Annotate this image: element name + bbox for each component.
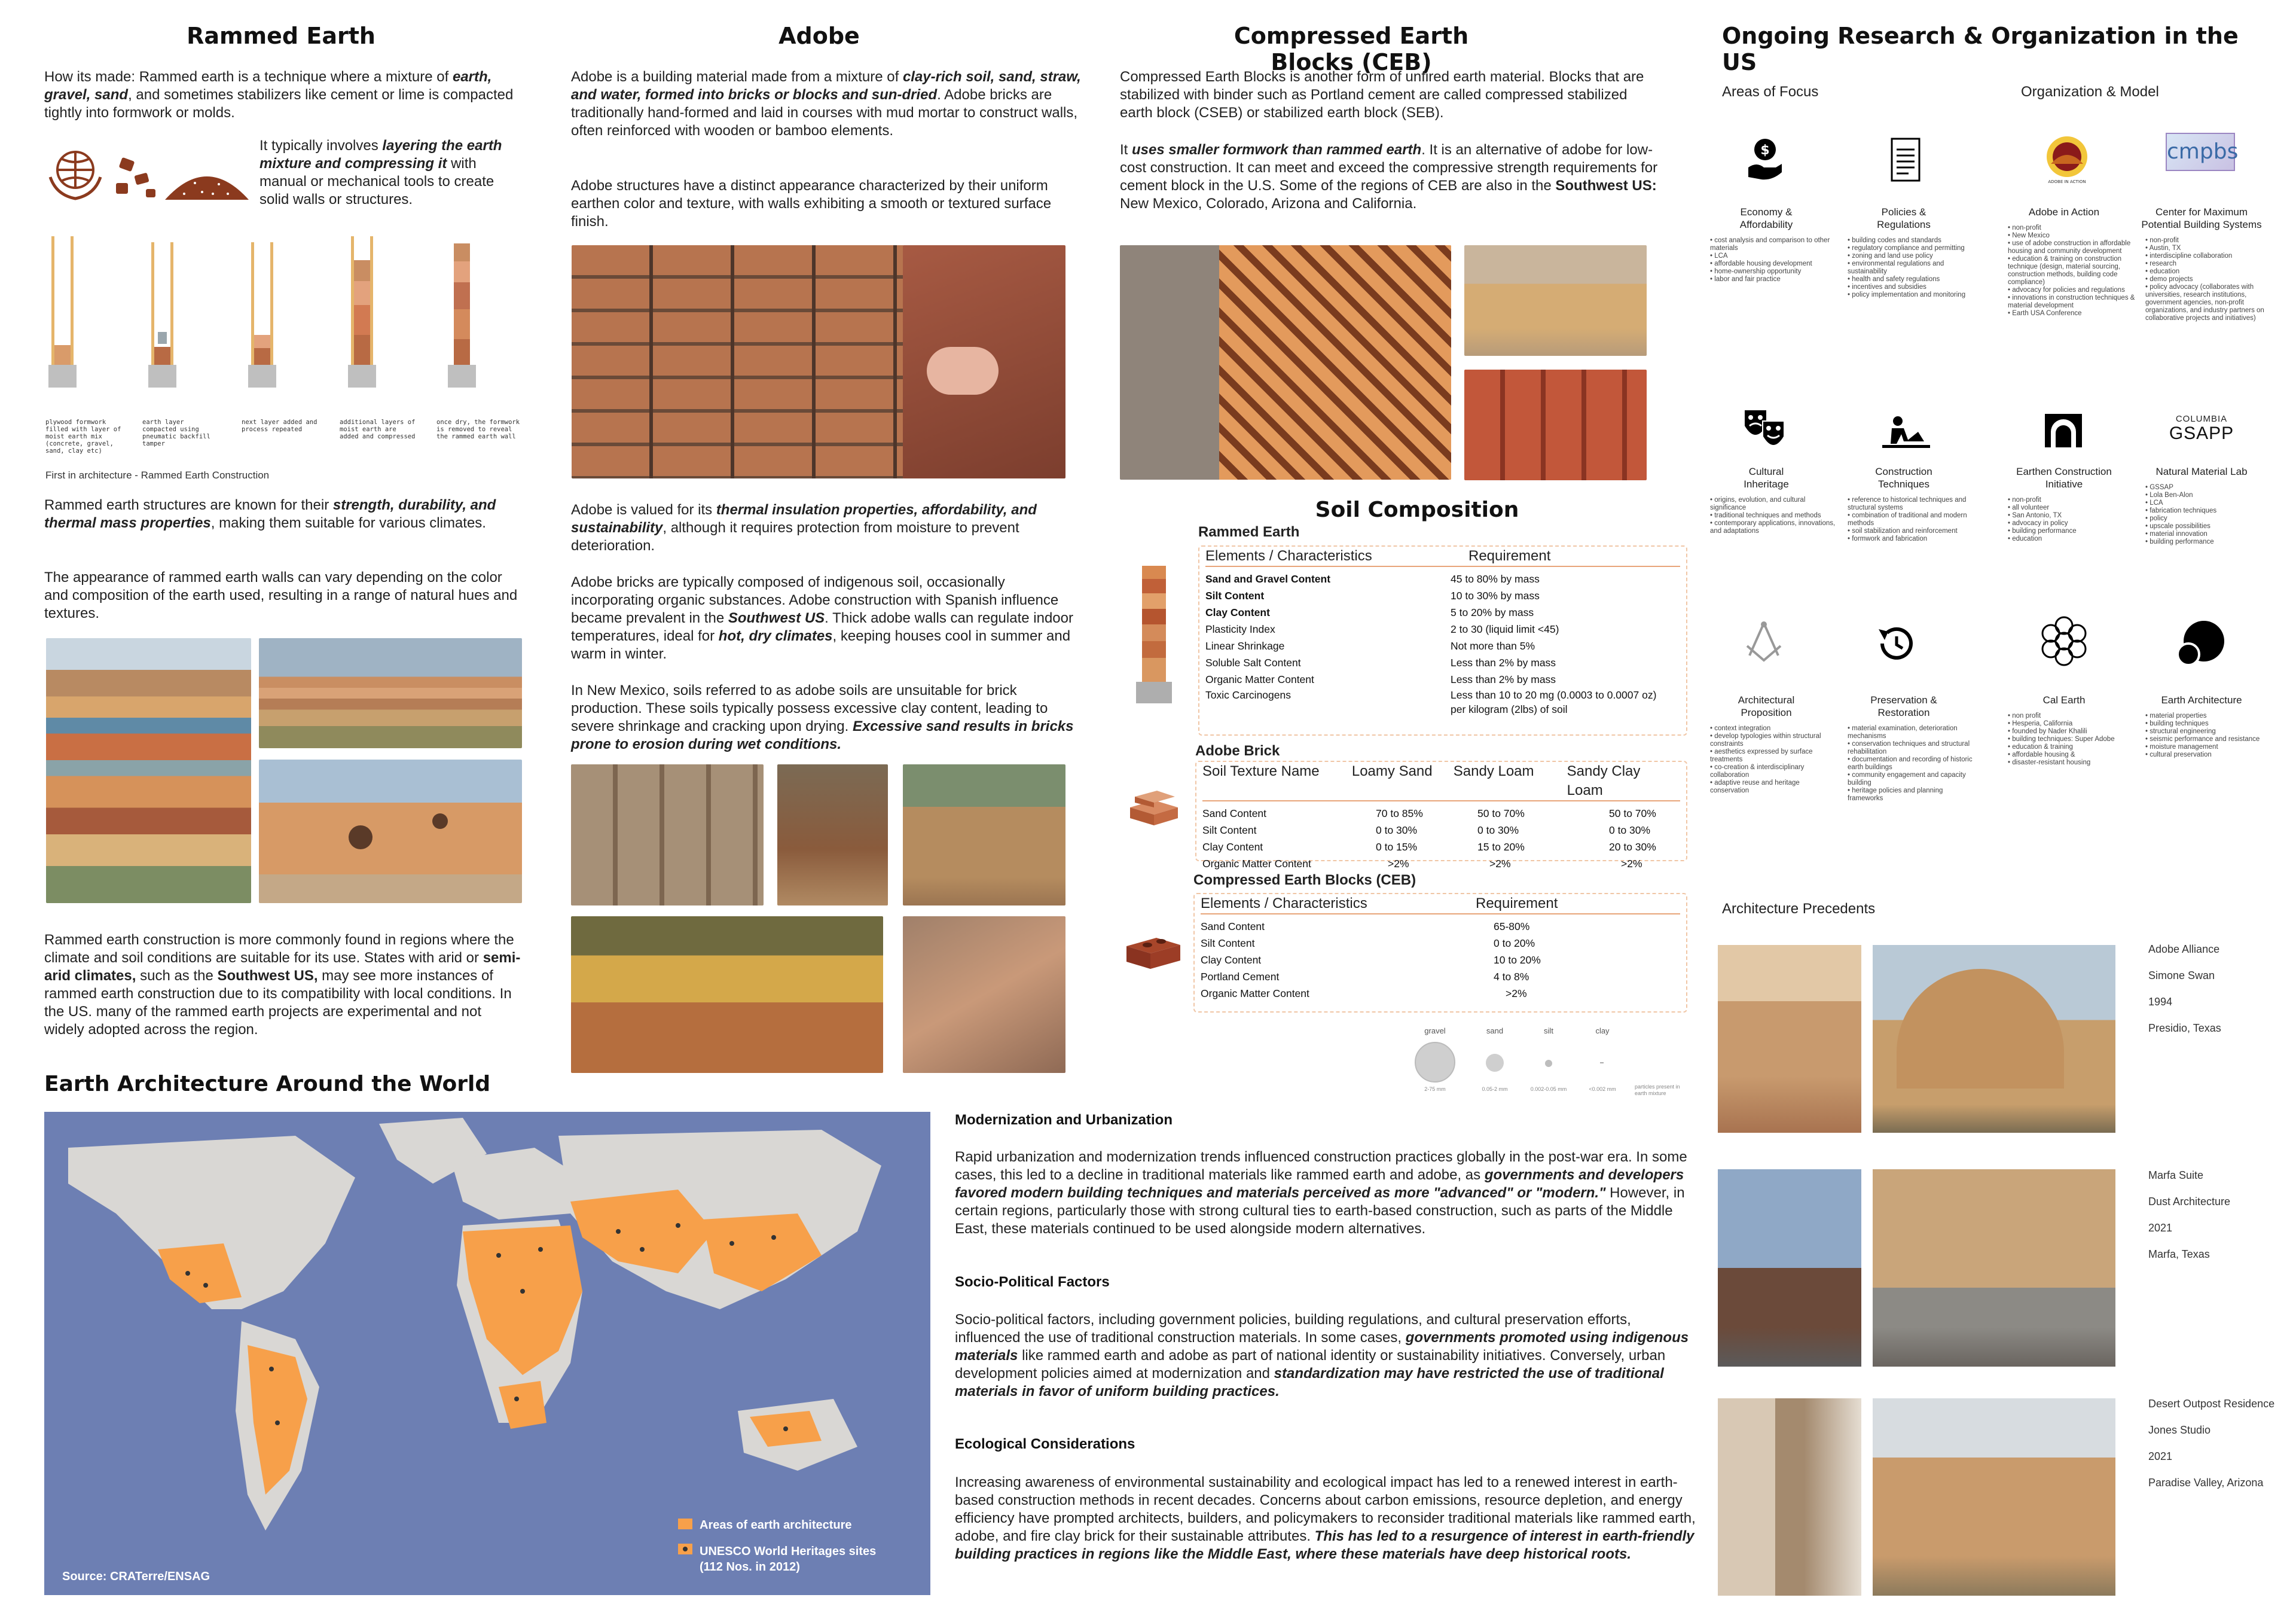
cmpbs-logo: cmpbs xyxy=(2166,133,2235,171)
focus-item-list xyxy=(2145,237,2273,322)
rammed-earth-layering-text: It typically involves layering the earth mixture and compressing it with manual or mechanical tools to create solid walls or structures. xyxy=(259,138,502,208)
adobe-title: Adobe xyxy=(778,23,860,49)
adobe-composition-text: Adobe bricks are typically composed of indigenous soil, occasionally incorporating organic substances. Adobe construction with Spanish influence became prevalent in the Southwest US. Thick adobe walls can regulate indoor temperatures, ideal for hot, dry climates, keeping houses cool in summer and warm in winter. xyxy=(571,574,1073,662)
table-row: Clay Content 0 to 15% 15 to 20% 20 to 30% xyxy=(1202,841,1656,853)
table-row: Plasticity Index 2 to 30 (liquid limit <45) xyxy=(1205,623,1559,635)
particle-size-legend: gravel 2-75 mm sand 0.05-2 mm silt 0.002-0.05 mm clay <0.002 mm particles present in earth mixture xyxy=(1405,1026,1692,1098)
focus-economy: Economy & Affordability • cost analysis and comparison to other materials • LCA • affordable housing development • home-ownership opportunity • labor and fair practice xyxy=(1694,206,1838,283)
table-row: Sand and Gravel Content 45 to 80% by mass xyxy=(1205,573,1540,585)
table-row: Portland Cement 4 to 8% xyxy=(1201,971,1529,983)
adobe-alliance-interior-photo xyxy=(1718,945,1861,1133)
rammed-earth-circular-openings-photo xyxy=(259,760,522,903)
rammed-earth-soil-table xyxy=(1198,545,1687,736)
rammed-earth-intro: How its made: Rammed earth is a technique where a mixture of earth, gravel, sand, and sometimes stabilizers like cement or lime is compacted tightly into formwork or molds. xyxy=(44,69,514,121)
ceb-hollow-blocks-photo xyxy=(1464,370,1647,480)
adobe-straw-mix-photo xyxy=(571,916,883,1073)
list-item: • seismic performance and resistance xyxy=(2145,736,2273,743)
globe-hands-icon xyxy=(50,152,100,199)
list-item: • adaptive reuse and heritage conservation xyxy=(1710,779,1838,795)
list-item: • advocacy for policies and regulations xyxy=(2008,286,2136,294)
list-item: • policy xyxy=(2145,515,2273,523)
focus-item-list xyxy=(2008,712,2136,767)
rammed-earth-regions-text: Rammed earth construction is more commonly found in regions where the climate and soil conditions are suitable for its use. States with arid or semi-arid climates, such as the Southwest US, may see more instances of rammed earth construction due to its compatibility with local conditions. In the US. many of the rammed earth projects are experimental and not widely adopted across the region. xyxy=(44,932,521,1038)
areas-of-focus-label: Areas of Focus xyxy=(1722,84,1819,100)
list-item: • disaster-resistant housing xyxy=(2008,759,2136,767)
focus-preservation: Preservation & Restoration • material examination, deterioration mechanisms • conservation techniques and structural rehabilitation • documentation and recording of historic earth buildings • community engagement and capacity building • heritage policies and planning frameworks xyxy=(1832,694,1976,803)
focus-architectural: Architectural Proposition • context integration • develop typologies within structural constraints • aesthetics expressed by surface treatments • co-creation & interdisciplinary collaboration • adaptive reuse and heritage conservation xyxy=(1694,694,1838,795)
list-item: • LCA xyxy=(1710,252,1838,260)
list-item: • material examination, deterioration mechanisms xyxy=(1848,725,1976,740)
list-item: • develop typologies within structural constraints xyxy=(1710,733,1838,748)
org-earthen-construction: Earthen Construction Initiative • non-profit • all volunteer • San Antonio, TX • advocacy in policy • building performance • education xyxy=(1992,465,2136,543)
focus-item-list xyxy=(1710,237,1838,283)
adobe-forming-photo xyxy=(571,764,764,905)
step-caption-1: plywood formwork filled with layer of moist earth mix (concrete, gravel, sand, clay etc) xyxy=(45,419,121,455)
gravel-icon xyxy=(116,157,155,197)
ceb-screen-wall-photo xyxy=(1120,245,1451,480)
list-item: • affordable housing & xyxy=(2008,751,2136,759)
list-item: • Austin, TX xyxy=(2145,245,2273,252)
list-item: • advocacy in policy xyxy=(2008,520,2136,528)
list-item: • all volunteer xyxy=(2008,504,2136,512)
adobe-brick-hand-photo xyxy=(903,245,1065,478)
world-title: Earth Architecture Around the World xyxy=(44,1072,491,1096)
list-item: • moisture management xyxy=(2145,743,2273,751)
document-icon xyxy=(1889,136,1923,184)
adobe-brick-soil-label: Adobe Brick xyxy=(1195,743,1280,759)
list-item: • documentation and recording of historic earth buildings xyxy=(1848,756,1976,772)
precedent-desert-outpost: Desert Outpost Residence Jones Studio 2021 Paradise Valley, Arizona xyxy=(2148,1398,2275,1489)
list-item: • origins, evolution, and cultural significance xyxy=(1710,496,1838,512)
list-item: • community engagement and capacity building xyxy=(1848,772,1976,787)
adobe-brick-stack-photo xyxy=(572,245,904,478)
ecological-heading: Ecological Considerations xyxy=(955,1436,1135,1452)
step-caption-5: once dry, the formwork is removed to reveal the rammed earth wall xyxy=(436,419,520,440)
list-item: • context integration xyxy=(1710,725,1838,733)
list-item: • regulatory compliance and permitting xyxy=(1848,245,1976,252)
ceb-soil-label: Compressed Earth Blocks (CEB) xyxy=(1193,872,1416,888)
focus-construction: Construction Techniques • reference to historical techniques and structural systems • combination of traditional and modern methods • soil stabilization and reinforcement • formwork and fabrication xyxy=(1832,465,1976,543)
adobe-in-action-logo xyxy=(2040,133,2094,184)
list-item: • LCA xyxy=(2145,499,2273,507)
list-item: • non-profit xyxy=(2008,496,2136,504)
legend-area-label: Areas of earth architecture xyxy=(700,1519,852,1532)
list-item: • formwork and fabrication xyxy=(1848,535,1976,543)
list-item: • innovations in construction techniques & material development xyxy=(2008,294,2136,310)
list-item: • structural engineering xyxy=(2145,728,2273,736)
list-item: • material innovation xyxy=(2145,530,2273,538)
desert-outpost-interior-photo xyxy=(1718,1398,1861,1596)
focus-cultural: Cultural Inheritage • origins, evolution, and cultural significance • traditional techniques and methods • contemporary applications, innovations, and adaptations xyxy=(1694,465,1838,535)
list-item: • building techniques: Super Adobe xyxy=(2008,736,2136,743)
focus-item-list xyxy=(1848,496,1976,543)
list-item: • founded by Nader Khalili xyxy=(2008,728,2136,736)
focus-item-list xyxy=(1710,496,1838,535)
money-hand-icon xyxy=(1746,134,1784,182)
adobe-wall-building-photo xyxy=(903,764,1065,905)
modernization-heading: Modernization and Urbanization xyxy=(955,1112,1173,1128)
list-item: • aesthetics expressed by surface treatments xyxy=(1710,748,1838,764)
list-item: • research xyxy=(2145,260,2273,268)
list-item: • non-profit xyxy=(2145,237,2273,245)
construction-worker-icon xyxy=(1882,415,1930,449)
list-item: • New Mexico xyxy=(2008,232,2136,240)
focus-policies: Policies & Regulations • building codes and standards • regulatory compliance and permitting • zoning and land use policy • environmental regulations and sustainability • health and safety regulations • incentives and subsidies • policy implementation and monitoring xyxy=(1832,206,1976,299)
list-item: • zoning and land use policy xyxy=(1848,252,1976,260)
list-item: • cultural preservation xyxy=(2145,751,2273,759)
step-5-figure xyxy=(448,243,476,388)
list-item: • incentives and subsidies xyxy=(1848,283,1976,291)
list-item: • policy advocacy (collaborates with universities, research institutions, government agencies, non-profit organizations, and industry partners on collaborative projects and initiatives) xyxy=(2145,283,2273,322)
list-item: • building techniques xyxy=(2145,720,2273,728)
adobe-appearance-text: Adobe structures have a distinct appearance characterized by their uniform earthen color and texture, with walls exhibiting a smooth or textured surface finish. xyxy=(571,178,1052,230)
organization-model-label: Organization & Model xyxy=(2021,84,2159,100)
list-item: • education xyxy=(2008,535,2136,543)
list-item: • heritage policies and planning frameworks xyxy=(1848,787,1976,803)
list-item: • health and safety regulations xyxy=(1848,276,1976,283)
focus-item-list xyxy=(2145,484,2273,546)
gsapp-logo: COLUMBIA GSAPP xyxy=(2169,414,2234,443)
focus-item-list xyxy=(1710,725,1838,795)
step-3-figure xyxy=(248,242,276,388)
rammed-earth-appearance-text: The appearance of rammed earth walls can vary depending on the color and composition of the earth used, resulting in a range of natural hues and textures. xyxy=(44,569,518,621)
list-item: • co-creation & interdisciplinary collaboration xyxy=(1710,764,1838,779)
table-row: Clay Content 10 to 20% xyxy=(1201,954,1541,966)
list-item: • interdiscipline collaboration xyxy=(2145,252,2273,260)
list-item: • education xyxy=(2145,268,2273,276)
table-row: Organic Matter Content Less than 2% by mass xyxy=(1205,673,1556,685)
ceb-alternative-text: It uses smaller formwork than rammed earth. It is an alternative of adobe for low-cost construction. It can meet and exceed the compressive strength requirements for cement block in the U.S. Some of the regions of CEB are also in the Southwest US: New Mexico, Colorado, Arizona and California. xyxy=(1120,142,1658,212)
list-item: • cost analysis and comparison to other materials xyxy=(1710,237,1838,252)
col-header-requirement: Requirement xyxy=(1468,548,1551,564)
list-item: • contemporary applications, innovations, and adaptations xyxy=(1710,520,1838,535)
steps-figure-caption: First in architecture - Rammed Earth Construction xyxy=(45,469,270,481)
focus-item-list xyxy=(1848,237,1976,299)
adobe-new-mexico-text: In New Mexico, soils referred to as adobe soils are unsuitable for brick production. These soils typically possess excessive clay content, leading to severe shrinkage and cracking upon drying. Excessive sand results in bricks prone to erosion during wet conditions. xyxy=(571,682,1074,752)
list-item: • building codes and standards xyxy=(1848,237,1976,245)
list-item: • soil stabilization and reinforcement xyxy=(1848,528,1976,535)
list-item: • Earth USA Conference xyxy=(2008,310,2136,318)
list-item: • upscale possibilities xyxy=(2145,523,2273,530)
cal-earth-logo xyxy=(2035,612,2093,670)
list-item: • fabrication techniques xyxy=(2145,507,2273,515)
list-item: • education & training xyxy=(2008,743,2136,751)
step-2-figure xyxy=(148,242,176,388)
focus-item-list xyxy=(2145,712,2273,759)
adobe-hands-molding-photo xyxy=(903,916,1065,1073)
col-header-elements: Elements / Characteristics xyxy=(1205,548,1372,564)
legend-unesco-label: UNESCO World Heritages sites (112 Nos. in 2012) xyxy=(700,1545,877,1574)
marfa-suite-exterior-photo xyxy=(1718,1169,1861,1367)
adobe-brick-soil-table: Soil Texture Name Loamy Sand Sandy Loam Sandy Clay Loam Sand Content 70 to 85% 50 to 70% 50 to 70% Silt Content 0 to 30% 0 to 30% 0 to 30% Clay Content 0 to 15% 15 to 20% 20 to 30% Organic Matter Content >2% >2% >2% xyxy=(1195,761,1687,861)
step-4-figure xyxy=(348,236,376,388)
silt-particle xyxy=(1545,1060,1552,1067)
socio-political-heading: Socio-Political Factors xyxy=(955,1274,1110,1290)
list-item: • building performance xyxy=(2145,538,2273,546)
org-earth-architecture: Earth Architecture • material properties • building techniques • structural engineering • seismic performance and resistance • moisture management • cultural preservation xyxy=(2130,694,2273,759)
table-row: Clay Content 5 to 20% by mass xyxy=(1205,606,1534,618)
research-title: Ongoing Research & Organization in the US xyxy=(1722,23,2239,75)
focus-item-list xyxy=(1848,725,1976,803)
adobe-alliance-exterior-photo xyxy=(1873,945,2115,1133)
list-item: • conservation techniques and structural rehabilitation xyxy=(1848,740,1976,756)
table-row: Organic Matter Content >2% xyxy=(1201,987,1527,999)
org-natural-material-lab: Natural Material Lab • GSSAP • Lola Ben-Alon • LCA • fabrication techniques • policy • upscale possibilities • material innovation • building performance xyxy=(2130,465,2273,546)
svg-text:ADOBE IN ACTION: ADOBE IN ACTION xyxy=(2048,179,2086,184)
adobe-brick-icon xyxy=(1124,783,1184,831)
list-item: • GSSAP xyxy=(2145,484,2273,492)
ceb-title: Compressed Earth Blocks (CEB) xyxy=(1234,23,1469,75)
sand-pile-icon xyxy=(165,173,249,200)
list-item: • non-profit xyxy=(2008,224,2136,232)
list-item: • policy implementation and monitoring xyxy=(1848,291,1976,299)
compass-square-icon xyxy=(1741,620,1787,665)
list-item: • traditional techniques and methods xyxy=(1710,512,1838,520)
step-1-figure xyxy=(48,236,77,388)
table-row: Sand Content 65-80% xyxy=(1201,920,1530,932)
table-row: Toxic Carcinogens Less than 10 to 20 mg (0.0003 to 0.0007 oz) per kilogram (2lbs) of soil xyxy=(1205,689,1657,715)
rammed-earth-long-wall-photo xyxy=(259,638,522,748)
table-row: Sand Content 70 to 85% 50 to 70% 50 to 70% xyxy=(1202,807,1656,819)
precedent-adobe-alliance: Adobe Alliance Simone Swan 1994 Presidio, Texas xyxy=(2148,943,2221,1034)
sand-particle xyxy=(1486,1054,1504,1072)
ceb-blocks-stack-photo xyxy=(1464,245,1647,356)
legend-area-swatch xyxy=(678,1519,692,1529)
list-item: • Hesperia, California xyxy=(2008,720,2136,728)
ecological-text: Increasing awareness of environmental sustainability and ecological impact has led to a renewed interest in earth-based construction methods in recent decades. Concerns about carbon emissions, resource depletion, and energy efficiency have prompted architects, builders, and policymakers to reconsider traditional materials like rammed earth, adobe, and fire clay brick for their sustainable attributes. This has led to a resurgence of interest in earth-friendly building practices in regions like the Middle East, where these materials have deep historical roots. xyxy=(955,1474,1696,1562)
table-row: Silt Content 0 to 30% 0 to 30% 0 to 30% xyxy=(1202,824,1651,836)
step-caption-4: additional layers of moist earth are added and compressed xyxy=(340,419,416,440)
table-row: Silt Content 0 to 20% xyxy=(1201,937,1535,949)
step-caption-2: earth layer compacted using pneumatic backfill tamper xyxy=(142,419,210,447)
step-caption-3: next layer added and process repeated xyxy=(242,419,317,433)
clay-particle xyxy=(1600,1062,1604,1063)
earth-materials-icons xyxy=(45,141,249,207)
marfa-suite-interior-photo xyxy=(1873,1169,2115,1367)
list-item: • home-ownership opportunity xyxy=(1710,268,1838,276)
rammed-earth-soil-label: Rammed Earth xyxy=(1198,524,1300,540)
list-item: • demo projects xyxy=(2145,276,2273,283)
list-item: • education & training on construction technique (design, material sourcing, construction methods, building code compliance) xyxy=(2008,255,2136,286)
modernization-text: Rapid urbanization and modernization trends influenced construction practices globally in the post-war era. In some cases, this led to a decline in traditional materials like rammed earth and adobe, as governments and developers favored modern building techniques and materials perceived as more "advanced" or "modern." However, in certain regions, particularly those with strong cultural ties to earth-based construction, such as parts of the Middle East, these materials continued to be used alongside modern alternatives. xyxy=(955,1149,1687,1237)
restore-arrow-icon xyxy=(1875,622,1918,665)
svg-text:$: $ xyxy=(1760,143,1770,158)
org-adobe-in-action: Adobe in Action • non-profit • New Mexico • use of adobe construction in affordable housing and community development • education & training on construction technique (design, material sourcing, construction methods, building code compliance) • advocacy for policies and regulations • innovations in construction techniques & material development • Earth USA Conference xyxy=(1992,206,2136,318)
adobe-worker-photo xyxy=(777,764,888,905)
table-row: Silt Content 10 to 30% by mass xyxy=(1205,590,1540,602)
table-row: Linear Shrinkage Not more than 5% xyxy=(1205,640,1535,652)
socio-political-text: Socio-political factors, including government policies, building regulations, and cultural preservation efforts, influenced the use of traditional construction materials. In some cases, governments promoted using indigenous materials like rammed earth and adobe as part of national identity or sustainability initiatives. Conversely, urban development policies aimed at modernization and standardization may have restricted the use of traditional materials in favor of uniform building practices. xyxy=(955,1312,1689,1400)
focus-item-list xyxy=(2008,224,2136,318)
org-cmpbs: Center for Maximum Potential Building Systems • non-profit • Austin, TX • interdiscipline collaboration • research • education • demo projects • policy advocacy (collaborates with universities, research institutions, government agencies, non-profit organizations, and industry partners on collaborative projects and initiatives) xyxy=(2130,206,2273,322)
rammed-earth-column-figure xyxy=(1136,566,1178,709)
list-item: • Lola Ben-Alon xyxy=(2145,492,2273,499)
list-item: • non profit xyxy=(2008,712,2136,720)
rammed-earth-title: Rammed Earth xyxy=(187,23,375,49)
list-item: • affordable housing development xyxy=(1710,260,1838,268)
arch-logo-icon xyxy=(2042,411,2084,450)
precedent-marfa-suite: Marfa Suite Dust Architecture 2021 Marfa, Texas xyxy=(2148,1169,2231,1260)
list-item: • use of adobe construction in affordable housing and community development xyxy=(2008,240,2136,255)
rammed-earth-wall-photo xyxy=(46,638,251,903)
list-item: • combination of traditional and modern methods xyxy=(1848,512,1976,528)
ceb-block-icon xyxy=(1120,928,1186,976)
map-source: Source: CRATerre/ENSAG xyxy=(62,1570,210,1583)
list-item: • labor and fair practice xyxy=(1710,276,1838,283)
list-item: • material properties xyxy=(2145,712,2273,720)
org-cal-earth: Cal Earth • non profit • Hesperia, California • founded by Nader Khalili • building techniques: Super Adobe • education & training • affordable housing & • disaster-resistant housing xyxy=(1992,694,2136,767)
theater-masks-icon xyxy=(1741,406,1789,453)
adobe-value-text: Adobe is valued for its thermal insulation properties, affordability, and sustainability, although it requires protection from moisture to prevent deterioration. xyxy=(571,502,1037,554)
list-item: • San Antonio, TX xyxy=(2008,512,2136,520)
list-item: • environmental regulations and sustainability xyxy=(1848,260,1976,276)
adobe-intro: Adobe is a building material made from a mixture of clay-rich soil, sand, straw, and water, formed into bricks or blocks and sun-dried. Adobe bricks are traditionally hand-formed and laid in courses with mud mortar to construct walls, often reinforced with wooden or bamboo elements. xyxy=(571,69,1081,139)
table-row: Soluble Salt Content Less than 2% by mass xyxy=(1205,657,1556,669)
gravel-particle xyxy=(1415,1042,1455,1083)
list-item: • reference to historical techniques and structural systems xyxy=(1848,496,1976,512)
soil-composition-title: Soil Composition xyxy=(1315,498,1519,522)
earth-architecture-logo xyxy=(2174,620,2228,667)
desert-outpost-exterior-photo xyxy=(1873,1398,2115,1596)
rammed-earth-strength-text: Rammed earth structures are known for their strength, durability, and thermal mass properties, making them suitable for various climates. xyxy=(44,497,496,531)
ceb-soil-table: Elements / Characteristics Requirement Sand Content 65-80% Silt Content 0 to 20% Clay Content 10 to 20% Portland Cement 4 to 8% Organic Matter Content >2% xyxy=(1193,893,1687,1013)
precedents-label: Architecture Precedents xyxy=(1722,901,1876,917)
list-item: • building performance xyxy=(2008,528,2136,535)
table-row: Organic Matter Content >2% >2% >2% xyxy=(1202,858,1642,870)
focus-item-list xyxy=(2008,496,2136,543)
ceb-intro: Compressed Earth Blocks is another form of unfired earth material. Blocks that are stabilized with binder such as Portland cement are called compressed stabilized earth block (CSEB) or stabilized earth block (SEB). xyxy=(1120,69,1644,121)
rammed-earth-steps-diagram xyxy=(45,236,524,416)
